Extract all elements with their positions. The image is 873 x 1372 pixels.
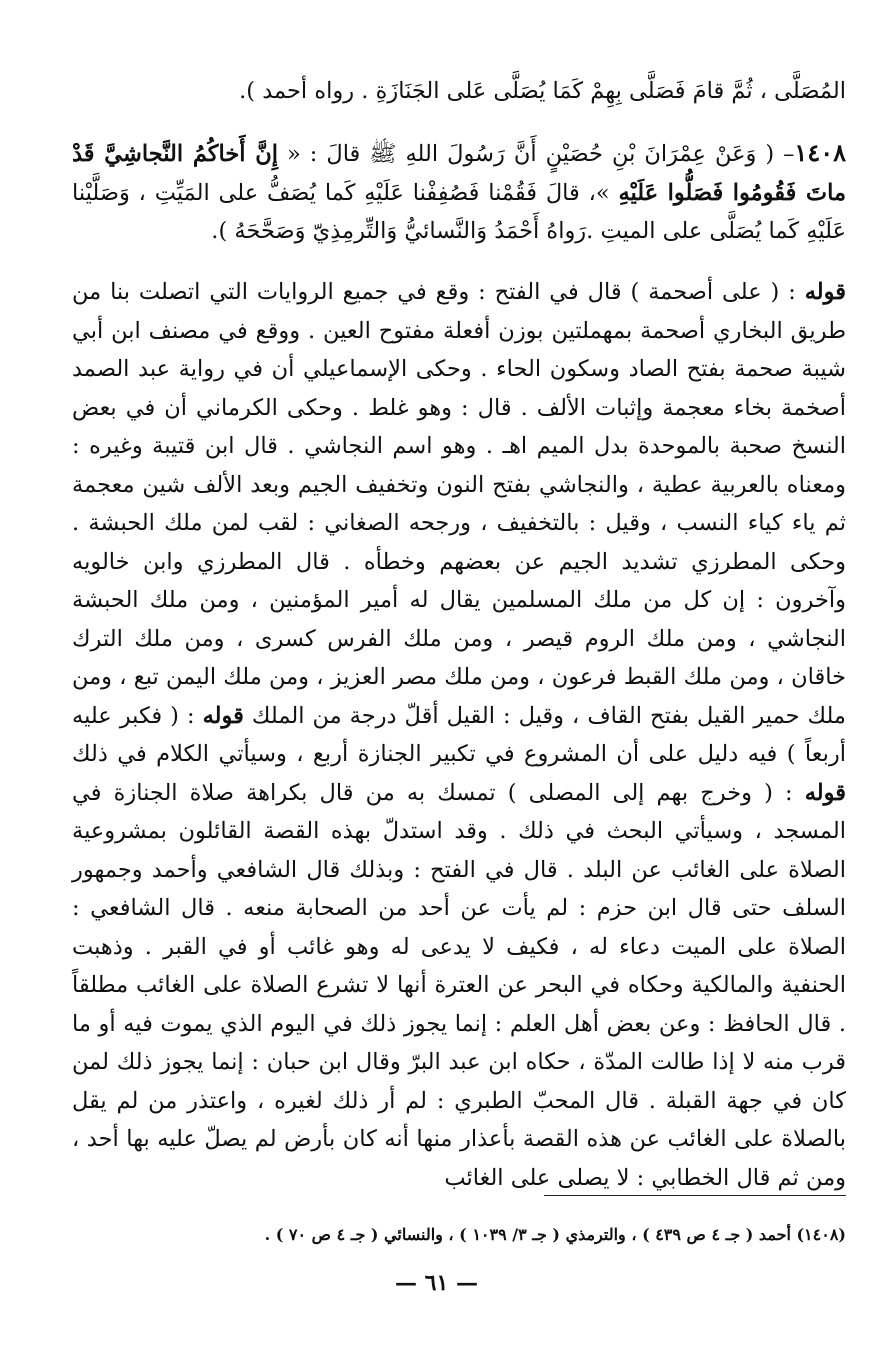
hadith-1408 (72, 134, 846, 251)
footnote: (١٤٠٨) أحمد ( جـ ٤ ص ٤٣٩ ) ، والترمذي ( جـ ٣/ ١٠٣٩ ) ، والنسائي ( جـ ٤ ص ٧٠ ) . (264, 1225, 846, 1244)
footnote-divider (544, 1195, 846, 1196)
hadith-number: ١٤٠٨ (794, 138, 846, 167)
commentary-text: : ( على أصحمة ) قال في الفتح : وقع في جميع الروايات التي اتصلت بنا من طريق البخاري أصحمة بمهملتين بوزن أفعلة مفتوح العين . ووقع في مصنف ابن أبي شيبة صحمة بفتح الصاد وسكون الحاء . وحكى الإسماعيلي أن في رواية عبد الصمد أصخمة بخاء معجمة وإثبات الألف . قال : وهو غلط . وحكى الكرماني أن في بعض النسخ صحبة بالموحدة بدل الميم اهـ . وهو اسم النجاشي . قال ابن قتيبة وغيره : ومعناه بالعربية عطية ، والنجاشي بفتح النون وتخفيف الجيم وبعد الألف شين معجمة ثم ياء كياء النسب ، وقيل : بالتخفيف ، ورجحه الصغاني : لقب لمن ملك الحبشة . وحكى المطرزي تشديد الجيم عن بعضهم وخطأه . قال المطرزي وابن خالويه وآخرون : إن كل من ملك المسلمين يقال له أمير المؤمنين ، ومن ملك الحبشة النجاشي ، ومن ملك الروم قيصر ، ومن ملك الفرس كسرى ، ومن ملك الترك خاقان ، ومن ملك القبط فرعون ، ومن ملك مصر العزيز ، ومن ملك اليمن تبع ، ومن ملك حمير القيل بفتح القاف ، وقيل : القيل أقلّ درجة من الملك (72, 279, 846, 729)
commentary-label: قوله (202, 702, 244, 729)
prophet-quote: إِنَّ أَخاكُمُ النَّجاشِيَّ قَدْ ماتَ فَقُومُوا فَصَلُّوا عَلَيْهِ (72, 141, 846, 206)
hadith-text-rest: »، قالَ فَقُمْنا فَصُفِفْنا عَلَيْهِ كَما يُصَفُّ على المَيِّتِ ، وَصَلَّيْنا عَلَيْهِ كَما يُصَلَّى على الميتِ .رَواهُ أَحْمَدُ وَالنَّسائيُّ وَالتِّرمِذِيّ وَصَحَّحَهُ ). (72, 179, 846, 244)
commentary-paragraph (72, 273, 846, 1197)
page-number: — ٦١ — (395, 1270, 478, 1296)
commentary-text: : ( وخرج بهم إلى المصلى ) تمسك به من قال بكراهة صلاة الجنازة في المسجد ، وسيأتي البحث في ذلك . وقد استدلّ بهذه القصة القائلون بمشروعية الصلاة على الغائب عن البلد . قال في الفتح : وبذلك قال الشافعي وأحمد وجمهور السلف حتى قال ابن حزم : لم يأت عن أحد من الصحابة منعه . قال الشافعي : الصلاة على الميت دعاء له ، فكيف لا يدعى له وهو غائب أو في القبر . وذهبت الحنفية والمالكية وحكاه في البحر عن العترة أنها لا تشرع الصلاة على الغائب مطلقاً . قال الحافظ : وعن بعض أهل العلم : إنما يجوز ذلك في اليوم الذي يموت فيه أو ما قرب منه لا إذا طالت المدّة ، حكاه ابن عبد البرّ وقال ابن حبان : إنما يجوز ذلك لمن كان في جهة القبلة . قال المحبّ الطبري : لم أر ذلك لغيره ، واعتذر من لم يقل بالصلاة على الغائب عن هذه القصة بأعذار منها أنه كان بأرض لم يصلّ عليه بها أحد ، ومن ثم قال الخطابي : لا يصلى على الغائب (72, 779, 846, 1191)
hadith-text-intro: – ( وَعَنْ عِمْرَانَ بْنِ حُصَيْنٍ أَنَّ رَسُولَ اللهِ ﷺ قالَ : « (277, 141, 795, 167)
commentary-label: قوله (804, 779, 846, 806)
commentary-text: : ( فكبر عليه أربعاً ) فيه دليل على أن المشروع في تكبير الجنازة أربع ، وسيأتي الكلام في ذلك (72, 702, 846, 767)
commentary-label: قوله (804, 279, 846, 305)
hadith-continuation: المُصَلَّى ، ثُمَّ قامَ فَصَلَّى بِهِمْ كَمَا يُصَلَّى عَلى الجَنَازَةِ . رواه أحمد ). (239, 78, 846, 104)
